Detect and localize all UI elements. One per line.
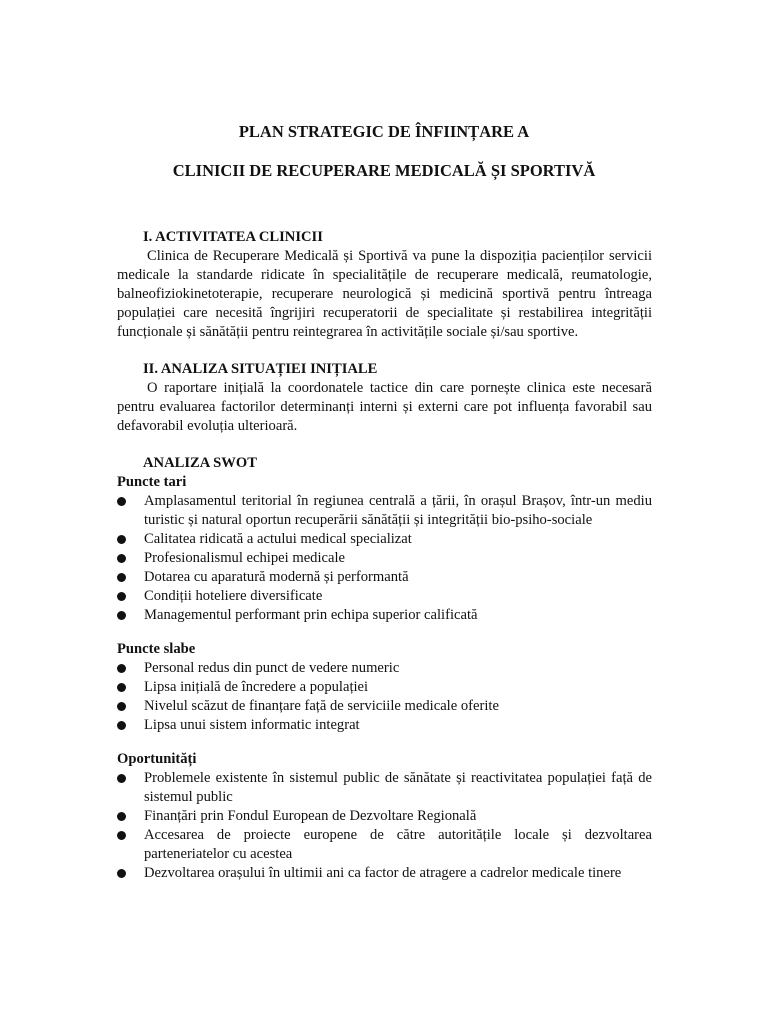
bullet-icon <box>117 573 126 582</box>
list-item: Finanțări prin Fondul European de Dezvoltare Regională <box>117 807 652 826</box>
list-item: Calitatea ridicată a actului medical specializat <box>117 530 652 549</box>
bullet-icon <box>117 774 126 783</box>
bullet-icon <box>117 702 126 711</box>
list-item: Nivelul scăzut de finanțare față de serviciile medicale oferite <box>117 697 652 716</box>
list-item: Lipsa inițială de încredere a populației <box>117 678 652 697</box>
list-item: Condiții hoteliere diversificate <box>117 587 652 606</box>
bullet-icon <box>117 812 126 821</box>
list-item: Lipsa unui sistem informatic integrat <box>117 716 652 735</box>
document-title-line-1: PLAN STRATEGIC DE ÎNFIINȚARE A <box>238 122 530 141</box>
weaknesses-list <box>117 659 652 735</box>
section-2-heading: II. ANALIZA SITUAȚIEI INIȚIALE <box>143 361 378 377</box>
section-2-paragraph: O raportare inițială la coordonatele tactice din care pornește clinica este necesară pentru evaluarea factorilor determinanți interni și externi care pot influența favorabil sau defavorabil evoluția ulterioară. <box>117 380 652 434</box>
list-item: Amplasamentul teritorial în regiunea centrală a țării, în orașul Brașov, într-un mediu turistic și natural oportun recuperării sănătății și integrității bio-psiho-sociale <box>117 492 652 530</box>
list-item: Accesarea de proiecte europene de către autoritățile locale și dezvoltarea parteneriatelor cu acestea <box>117 826 652 864</box>
opportunities-label: Oportunități <box>117 751 197 767</box>
bullet-icon <box>117 721 126 730</box>
bullet-icon <box>117 535 126 544</box>
bullet-icon <box>117 592 126 601</box>
document-title-line-2: CLINICII DE RECUPERARE MEDICALĂ ȘI SPORTIVĂ <box>172 161 596 180</box>
bullet-icon <box>117 497 126 506</box>
bullet-icon <box>117 683 126 692</box>
section-1-paragraph: Clinica de Recuperare Medicală și Sportivă va pune la dispoziția pacienților servicii medicale la standarde ridicate în specialitățile de recuperare medicală, reumatologie, balneofiziokinetoterapie, recuperare neurologică și medicină sportivă pentru întreaga populației care necesită îngrijiri recuperatorii de specialitate și restabilirea integrității funcționale și sănătății pentru reintegrarea în activitățile sociale și/sau sportive. <box>117 248 652 340</box>
list-item: Profesionalismul echipei medicale <box>117 549 652 568</box>
section-1-heading: I. ACTIVITATEA CLINICII <box>143 229 323 245</box>
bullet-icon <box>117 869 126 878</box>
bullet-icon <box>117 554 126 563</box>
list-item: Problemele existente în sistemul public de sănătate și reactivitatea populației față de sistemul public <box>117 769 652 807</box>
swot-heading: ANALIZA SWOT <box>143 455 257 471</box>
list-item: Dezvoltarea orașului în ultimii ani ca factor de atragere a cadrelor medicale tinere <box>117 864 652 883</box>
bullet-icon <box>117 611 126 620</box>
weaknesses-label: Puncte slabe <box>117 641 196 657</box>
bullet-icon <box>117 664 126 673</box>
list-item: Personal redus din punct de vedere numeric <box>117 659 652 678</box>
list-item: Dotarea cu aparatură modernă și performantă <box>117 568 652 587</box>
document-body <box>117 228 652 883</box>
bullet-icon <box>117 831 126 840</box>
strengths-label: Puncte tari <box>117 474 187 490</box>
strengths-list <box>117 492 652 625</box>
opportunities-list <box>117 769 652 883</box>
list-item: Managementul performant prin echipa superior calificată <box>117 606 652 625</box>
